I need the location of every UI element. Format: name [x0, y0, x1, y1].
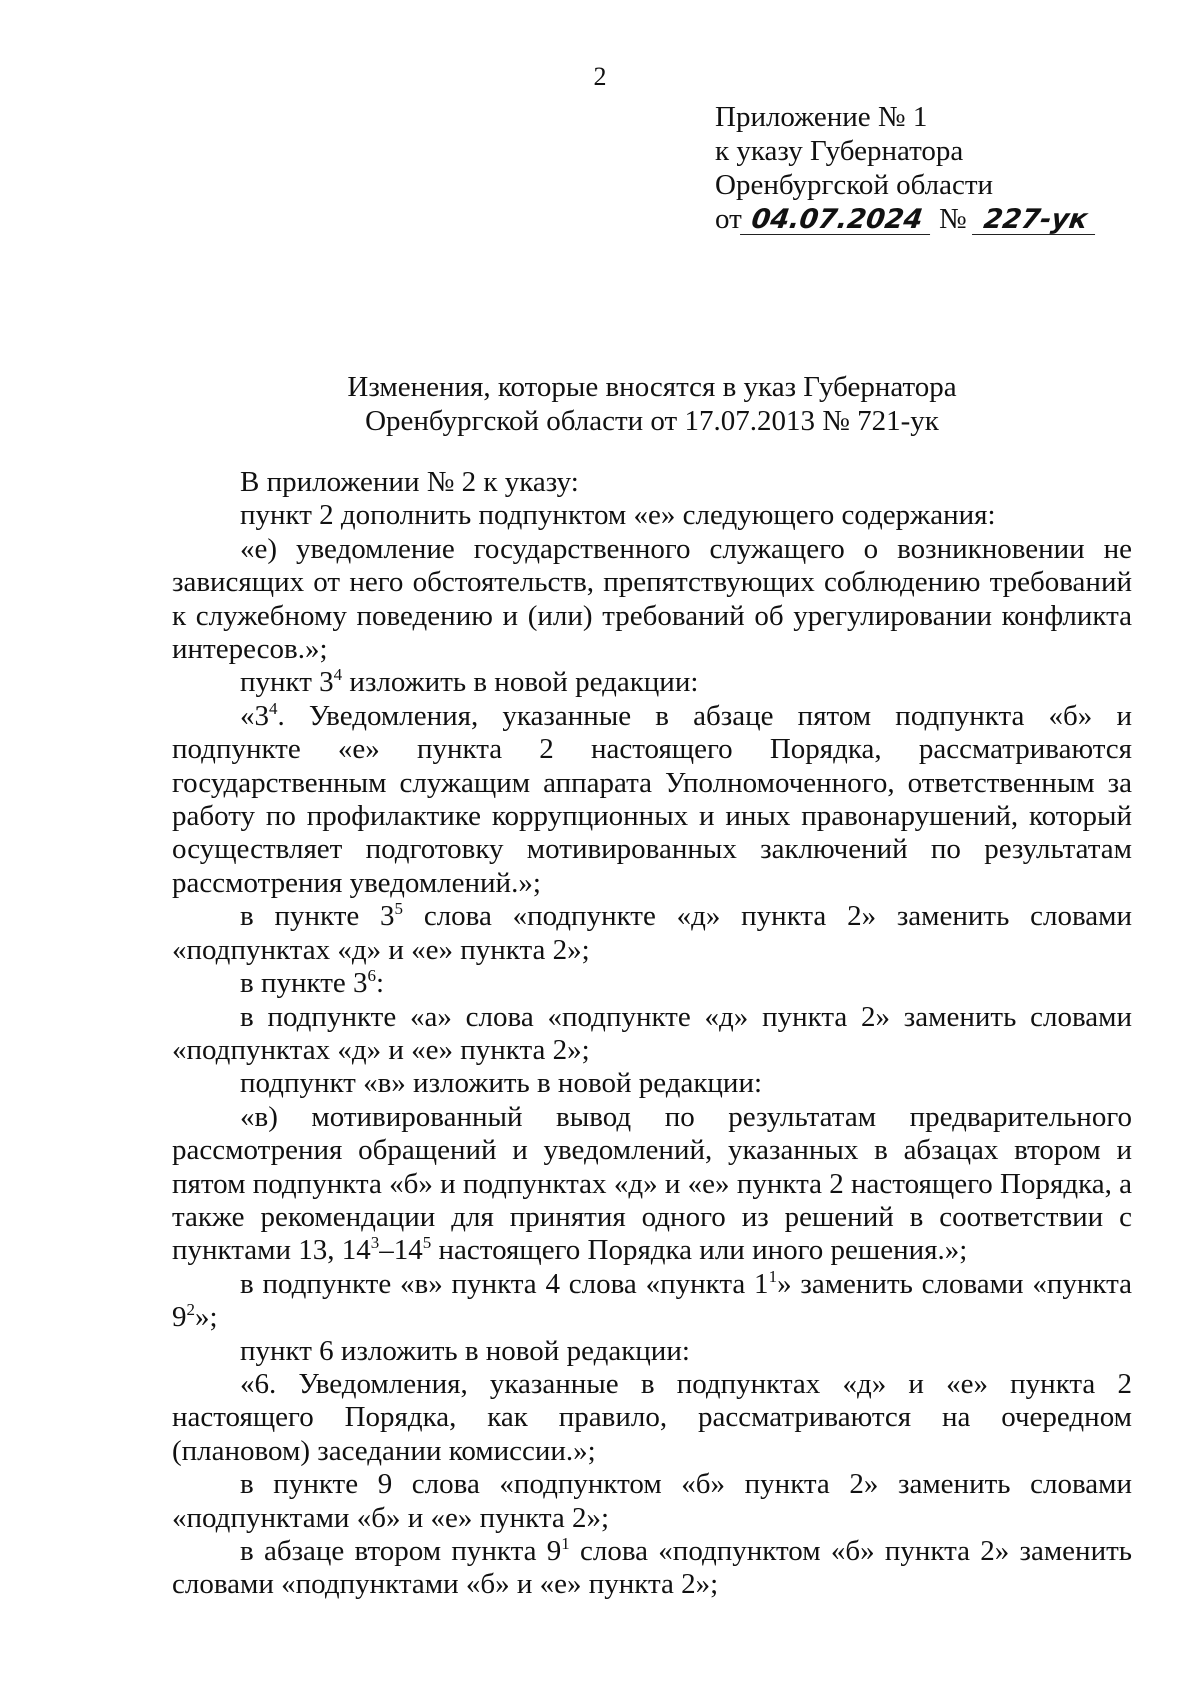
text-run: в абзаце втором пункта 9 [240, 1535, 562, 1567]
text-run: «в) мотивированный вывод по результатам предварительного рассмотрения обращений и уведомлений, указанных в абзацах втором и пятом подпункта «б» и подпунктах «д» и «е» пункта 2 настоящего Порядка, а также рекомендации для принятия одного из решений в соответствии с пунктами 13, 14 [172, 1100, 1132, 1267]
paragraph: «е) уведомление государственного служащего о возникновении не зависящих от него обстоятельств, препятствующих соблюдению требований к служебному поведению и (или) требований об урегулировании конфликта интересов.»; [172, 532, 1132, 666]
paragraph: «6. Уведомления, указанные в подпунктах «д» и «е» пункта 2 настоящего Порядка, как правило, рассматриваются на очередном (плановом) заседании комиссии.»; [172, 1367, 1132, 1467]
from-label: от [715, 203, 742, 235]
superscript: 1 [561, 1534, 570, 1553]
paragraph [172, 1535, 1132, 1602]
text-run: в подпункте «в» пункта 4 слова «пункта 1 [240, 1267, 769, 1300]
text-run: изложить в новой редакции: [342, 666, 699, 699]
title-line-2: Оренбургской области от 17.07.2013 № 721-ук [365, 405, 939, 437]
handwritten-date: 04.07.2024 [740, 206, 934, 235]
number-label: № [939, 203, 967, 235]
paragraph [172, 666, 1132, 699]
title-line-1: Изменения, которые вносятся в указ Губернатора [347, 371, 957, 403]
paragraph: в подпункте «а» слова «подпункте «д» пункта 2» заменить словами «подпунктах «д» и «е» пункта 2»; [172, 1000, 1132, 1066]
superscript: 1 [768, 1266, 778, 1286]
paragraph [172, 1101, 1132, 1268]
text-run: настоящего Порядка или иного решения.»; [431, 1234, 968, 1267]
handwritten-number: 227-ук [972, 206, 1099, 235]
text-run: слова «подпунктом «б» пункта 2» заменить словами «подпунктами «б» и «е» пункта 2»; [172, 1535, 1132, 1601]
appendix-line-3: Оренбургской области [715, 169, 994, 201]
superscript: 2 [186, 1300, 195, 1320]
page-number: 2 [593, 62, 607, 91]
text-run: в пункте 3 [240, 900, 395, 933]
superscript: 5 [394, 899, 404, 919]
text-run: »; [195, 1301, 218, 1334]
appendix-line-2: к указу Губернатора [715, 135, 964, 167]
paragraph: пункт 2 дополнить подпунктом «е» следующего содержания: [240, 499, 996, 532]
superscript: 4 [269, 698, 278, 718]
text-run: –14 [379, 1234, 423, 1267]
text-run: » заменить словами «пункта 9 [172, 1267, 1133, 1334]
document-title [172, 370, 1132, 438]
text-run: в пункте 3 [240, 967, 368, 1000]
paragraph [172, 967, 1132, 1000]
paragraph [172, 1268, 1132, 1335]
superscript: 5 [422, 1233, 432, 1253]
superscript: 6 [367, 966, 376, 986]
superscript: 4 [333, 665, 343, 685]
paragraph [172, 700, 1132, 900]
paragraph: подпункт «в» изложить в новой редакции: [240, 1067, 763, 1100]
appendix-line-1: Приложение № 1 [715, 101, 928, 133]
paragraph: пункт 6 изложить в новой редакции: [240, 1334, 690, 1367]
text-run: слова «подпункте «д» пункта 2» заменить словами «подпунктах «д» и «е» пункта 2»; [172, 900, 1133, 966]
paragraph [172, 900, 1132, 967]
text-run: : [375, 967, 385, 1000]
text-run: «3 [240, 699, 269, 732]
appendix-header [715, 100, 1145, 236]
superscript: 3 [370, 1233, 380, 1253]
appendix-line-4 [715, 202, 1145, 236]
document-body [172, 466, 1132, 1602]
text-run: пункт 3 [240, 666, 334, 699]
paragraph: в пункте 9 слова «подпунктом «б» пункта 2» заменить словами «подпунктами «б» и «е» пункта 2»; [172, 1468, 1132, 1534]
paragraph: В приложении № 2 к указу: [240, 466, 579, 498]
text-run: . Уведомления, указанные в абзаце пятом подпункта «б» и подпункте «е» пункта 2 настоящего Порядка, рассматриваются государственным служащим аппарата Уполномоченного, ответственным за работу по профилактике коррупционных и иных правонарушений, который осуществляет подготовку мотивированных заключений по результатам рассмотрения уведомлений.»; [172, 699, 1132, 899]
